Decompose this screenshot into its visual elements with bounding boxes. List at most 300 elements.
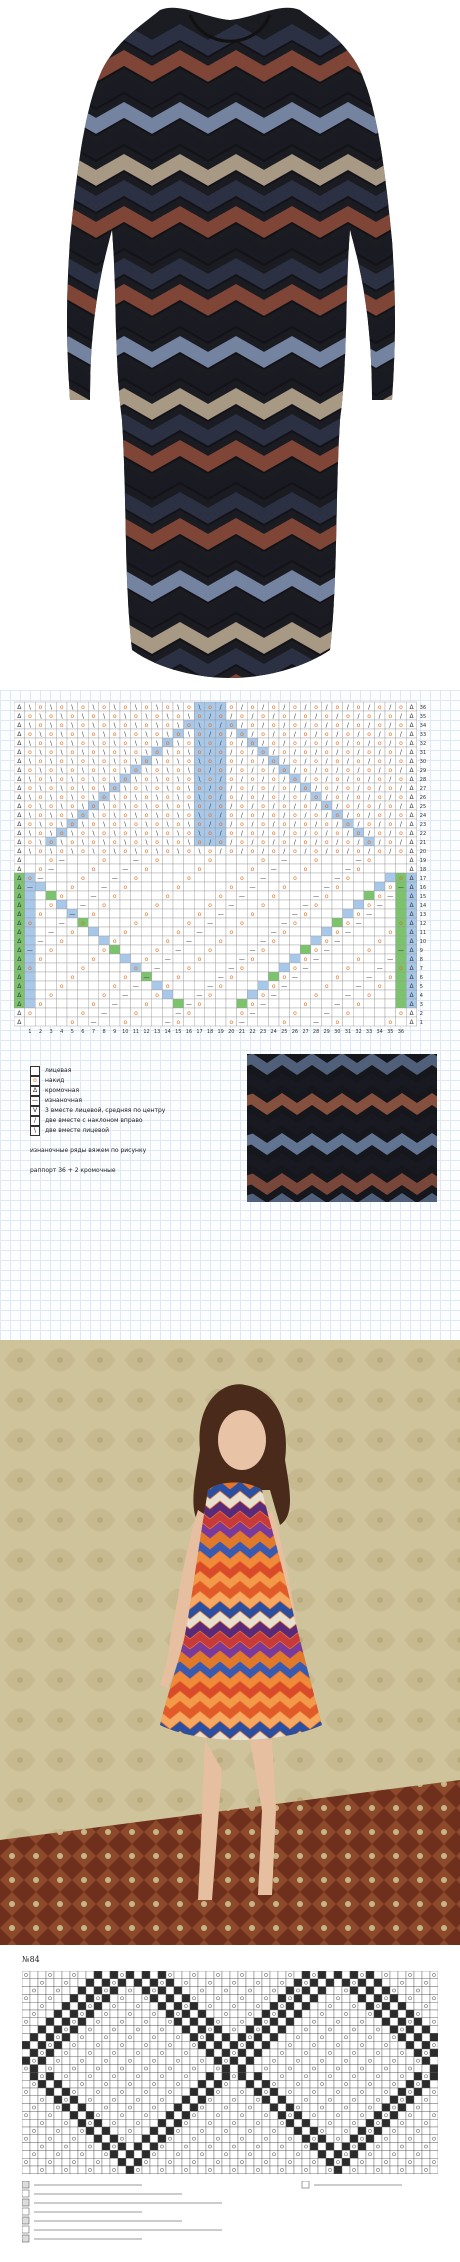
svg-text:o: o: [250, 866, 255, 873]
svg-text:\: \: [103, 731, 106, 738]
svg-text:\: \: [60, 785, 63, 792]
svg-text:o: o: [38, 704, 43, 711]
svg-text:/: /: [315, 821, 318, 828]
svg-text:/: /: [262, 704, 265, 711]
svg-text:o: o: [324, 731, 329, 738]
svg-text:/: /: [251, 713, 254, 720]
svg-text:o: o: [240, 875, 244, 882]
svg-text:\: \: [28, 776, 31, 783]
svg-text:o: o: [335, 974, 340, 981]
svg-text:o: o: [335, 776, 340, 783]
svg-text:\: \: [166, 803, 169, 810]
svg-text:—: —: [111, 875, 118, 882]
svg-text:\: \: [134, 776, 137, 783]
svg-text:o: o: [324, 821, 329, 828]
svg-text:35: 35: [419, 714, 427, 720]
svg-text:Δ: Δ: [409, 920, 414, 927]
svg-text:o: o: [324, 839, 329, 846]
svg-text:o: o: [367, 785, 371, 792]
svg-text:\: \: [124, 731, 127, 738]
svg-text:Δ: Δ: [17, 767, 22, 774]
svg-text:\: \: [198, 794, 201, 801]
svg-text:o: o: [91, 803, 96, 810]
svg-text:26: 26: [419, 795, 427, 801]
svg-text:o: o: [155, 803, 159, 810]
svg-text:\: \: [198, 722, 201, 729]
svg-text:/: /: [315, 713, 318, 720]
svg-text:o: o: [123, 929, 128, 936]
svg-text:o: o: [165, 740, 170, 747]
svg-text:Δ: Δ: [409, 713, 414, 720]
svg-text:5: 5: [419, 984, 423, 990]
svg-text:\: \: [113, 794, 116, 801]
svg-text:/: /: [272, 731, 275, 738]
svg-text:o: o: [208, 758, 212, 765]
svg-text:\: \: [103, 839, 106, 846]
svg-text:/: /: [293, 821, 296, 828]
svg-text:/: /: [336, 785, 339, 792]
svg-text:o: o: [208, 947, 212, 954]
svg-text:o: o: [208, 794, 212, 801]
svg-text:o: o: [335, 704, 340, 711]
svg-text:8: 8: [102, 1029, 106, 1035]
svg-text:\: \: [166, 767, 169, 774]
svg-text:/: /: [209, 821, 212, 828]
svg-text:33: 33: [419, 732, 427, 738]
svg-text:o: o: [261, 902, 265, 909]
svg-text:/: /: [325, 740, 328, 747]
svg-text:12: 12: [143, 1029, 150, 1035]
svg-text:o: o: [38, 956, 43, 963]
svg-text:\: \: [28, 794, 31, 801]
legend-label: накид: [45, 1077, 65, 1084]
svg-text:o: o: [81, 722, 85, 729]
svg-text:o: o: [49, 767, 53, 774]
svg-text:o: o: [250, 848, 255, 855]
svg-text:o: o: [335, 848, 340, 855]
svg-text:Δ: Δ: [409, 974, 414, 981]
svg-text:\: \: [156, 848, 159, 855]
svg-text:4: 4: [419, 993, 423, 999]
svg-text:—: —: [79, 902, 86, 909]
svg-text:o: o: [49, 839, 53, 846]
svg-text:9: 9: [419, 948, 423, 954]
svg-text:o: o: [356, 776, 361, 783]
woman-photo-panel: [0, 1340, 460, 1945]
svg-text:o: o: [144, 830, 149, 837]
svg-text:o: o: [218, 713, 223, 720]
svg-text:20: 20: [228, 1029, 235, 1035]
svg-text:—: —: [344, 866, 351, 873]
svg-text:21: 21: [238, 1029, 246, 1035]
svg-text:Δ: Δ: [17, 794, 22, 801]
svg-text:o: o: [356, 704, 361, 711]
svg-text:\: \: [50, 722, 53, 729]
svg-text:22: 22: [419, 831, 427, 837]
svg-text:o: o: [303, 785, 308, 792]
svg-text:o: o: [165, 794, 170, 801]
legend-label: две вместе лицевой: [45, 1127, 110, 1134]
svg-text:\: \: [60, 749, 63, 756]
svg-text:o: o: [59, 758, 64, 765]
svg-text:Δ: Δ: [17, 911, 22, 918]
svg-text:13: 13: [419, 912, 427, 918]
svg-text:\: \: [145, 713, 148, 720]
svg-text:/: /: [389, 740, 392, 747]
svg-text:/: /: [272, 803, 275, 810]
knit-swatch-photo: [247, 1054, 437, 1202]
svg-text:—: —: [260, 938, 267, 945]
svg-text:—: —: [334, 875, 341, 882]
svg-text:—: —: [313, 893, 320, 900]
svg-text:/: /: [283, 776, 286, 783]
svg-text:\: \: [103, 713, 106, 720]
svg-text:Δ: Δ: [17, 965, 22, 972]
svg-text:\: \: [60, 821, 63, 828]
svg-text:—: —: [323, 947, 330, 954]
svg-text:—: —: [238, 1019, 245, 1026]
svg-text:o: o: [112, 821, 117, 828]
svg-text:Δ: Δ: [17, 1001, 22, 1008]
svg-text:\: \: [134, 794, 137, 801]
svg-text:o: o: [38, 848, 43, 855]
svg-text:—: —: [228, 965, 235, 972]
svg-text:o: o: [112, 938, 117, 945]
svg-text:\: \: [177, 740, 180, 747]
svg-text:\: \: [81, 821, 84, 828]
svg-text:/: /: [230, 803, 233, 810]
svg-text:o: o: [134, 821, 138, 828]
svg-text:/: /: [399, 821, 402, 828]
svg-text:o: o: [388, 767, 393, 774]
svg-text:—: —: [132, 857, 139, 864]
svg-text:o: o: [367, 947, 371, 954]
svg-text:o: o: [356, 722, 361, 729]
svg-text:\: \: [28, 704, 31, 711]
svg-text:o: o: [155, 749, 159, 756]
svg-text:o: o: [102, 776, 106, 783]
svg-text:—: —: [313, 956, 320, 963]
svg-text:28: 28: [419, 777, 427, 783]
svg-text:o: o: [293, 740, 297, 747]
svg-text:o: o: [187, 830, 191, 837]
svg-text:o: o: [346, 713, 350, 720]
svg-text:o: o: [187, 722, 191, 729]
svg-text:o: o: [102, 848, 106, 855]
svg-text:Δ: Δ: [17, 983, 22, 990]
svg-text:3: 3: [49, 1029, 53, 1035]
svg-text:o: o: [314, 794, 318, 801]
svg-text:o: o: [324, 767, 329, 774]
svg-text:/: /: [325, 704, 328, 711]
svg-text:\: \: [124, 767, 127, 774]
svg-text:o: o: [59, 893, 64, 900]
svg-text:o: o: [240, 731, 244, 738]
svg-text:/: /: [399, 749, 402, 756]
svg-text:/: /: [346, 794, 349, 801]
svg-text:\: \: [156, 812, 159, 819]
svg-text:\: \: [92, 812, 95, 819]
svg-text:—: —: [249, 947, 256, 954]
svg-text:o: o: [367, 731, 371, 738]
svg-text:Δ: Δ: [17, 749, 22, 756]
svg-text:o: o: [38, 794, 43, 801]
svg-text:Δ: Δ: [17, 722, 22, 729]
svg-text:/: /: [378, 713, 381, 720]
svg-text:/: /: [219, 794, 222, 801]
svg-text:\: \: [187, 713, 190, 720]
svg-text:—: —: [37, 938, 44, 945]
svg-text:o: o: [346, 839, 350, 846]
svg-text:—: —: [397, 884, 404, 891]
svg-text:36: 36: [419, 705, 427, 711]
svg-text:—: —: [376, 965, 383, 972]
svg-text:o: o: [218, 839, 223, 846]
svg-text:o: o: [271, 893, 276, 900]
svg-text:12: 12: [419, 921, 427, 927]
svg-text:o: o: [49, 749, 53, 756]
svg-text:o: o: [218, 767, 223, 774]
svg-text:Δ: Δ: [17, 875, 22, 882]
svg-text:—: —: [238, 956, 245, 963]
svg-text:/: /: [336, 821, 339, 828]
svg-text:/: /: [230, 713, 233, 720]
svg-text:o: o: [91, 839, 96, 846]
svg-text:/: /: [357, 821, 360, 828]
svg-text:o: o: [399, 794, 403, 801]
svg-text:Δ: Δ: [409, 965, 414, 972]
svg-text:/: /: [251, 731, 254, 738]
svg-text:/: /: [346, 830, 349, 837]
svg-text:o: o: [303, 821, 308, 828]
svg-text:o: o: [335, 884, 340, 891]
svg-text:o: o: [335, 929, 340, 936]
svg-text:27: 27: [419, 786, 427, 792]
svg-text:o: o: [271, 812, 276, 819]
svg-text:\: \: [50, 848, 53, 855]
svg-text:Δ: Δ: [409, 866, 414, 873]
svg-text:o: o: [229, 740, 234, 747]
svg-text:o: o: [91, 866, 96, 873]
svg-text:o: o: [176, 929, 181, 936]
svg-text:\: \: [187, 785, 190, 792]
svg-text:o: o: [208, 857, 212, 864]
svg-text:o: o: [314, 740, 318, 747]
svg-text:o: o: [303, 911, 308, 918]
svg-text:/: /: [262, 758, 265, 765]
svg-text:o: o: [28, 767, 32, 774]
svg-text:o: o: [102, 740, 106, 747]
svg-text:o: o: [144, 956, 149, 963]
svg-text:o: o: [49, 821, 53, 828]
svg-text:Δ: Δ: [409, 983, 414, 990]
svg-text:o: o: [70, 1019, 75, 1026]
svg-text:o: o: [81, 920, 85, 927]
svg-text:/: /: [368, 812, 371, 819]
svg-text:o: o: [377, 704, 382, 711]
svg-text:/: /: [219, 830, 222, 837]
svg-text:o: o: [250, 722, 255, 729]
svg-text:o: o: [261, 947, 265, 954]
svg-text:o: o: [176, 974, 181, 981]
svg-text:\: \: [103, 803, 106, 810]
svg-text:\: \: [145, 821, 148, 828]
svg-text:o: o: [388, 884, 393, 891]
svg-text:/: /: [230, 731, 233, 738]
svg-text:31: 31: [419, 750, 427, 756]
svg-text:Δ: Δ: [17, 830, 22, 837]
svg-text:o: o: [70, 884, 75, 891]
svg-text:o: o: [187, 704, 191, 711]
svg-text:24: 24: [419, 813, 427, 819]
svg-text:\: \: [166, 839, 169, 846]
svg-text:o: o: [377, 722, 382, 729]
svg-text:10: 10: [419, 939, 427, 945]
svg-text:o: o: [250, 812, 255, 819]
svg-text:o: o: [187, 740, 191, 747]
svg-text:/: /: [315, 767, 318, 774]
svg-text:\: \: [60, 839, 63, 846]
svg-text:/: /: [346, 848, 349, 855]
svg-text:/: /: [368, 794, 371, 801]
svg-text:/: /: [325, 848, 328, 855]
svg-text:o: o: [399, 758, 403, 765]
svg-text:\: \: [50, 830, 53, 837]
svg-text:o: o: [49, 902, 53, 909]
svg-text:o: o: [377, 893, 382, 900]
svg-text:—: —: [132, 983, 139, 990]
svg-text:o: o: [314, 830, 318, 837]
svg-text:/: /: [272, 713, 275, 720]
svg-text:\: \: [156, 830, 159, 837]
svg-text:—: —: [260, 1001, 267, 1008]
svg-text:o: o: [176, 785, 181, 792]
svg-text:36: 36: [397, 1029, 405, 1035]
svg-text:Δ: Δ: [409, 848, 414, 855]
svg-text:/: /: [262, 794, 265, 801]
svg-text:o: o: [346, 731, 350, 738]
svg-text:o: o: [324, 713, 329, 720]
svg-text:o: o: [49, 857, 53, 864]
chart-title: №84: [22, 1955, 40, 1964]
svg-text:26: 26: [291, 1029, 299, 1035]
svg-text:o: o: [377, 812, 382, 819]
svg-text:o: o: [38, 1001, 43, 1008]
svg-text:\: \: [92, 722, 95, 729]
svg-text:o: o: [176, 821, 181, 828]
svg-text:/: /: [368, 722, 371, 729]
svg-text:o: o: [49, 992, 53, 999]
svg-text:/: /: [230, 749, 233, 756]
svg-text:/: /: [262, 776, 265, 783]
svg-text:\: \: [124, 839, 127, 846]
svg-text:o: o: [356, 740, 361, 747]
svg-text:7: 7: [91, 1029, 96, 1035]
svg-text:o: o: [102, 857, 106, 864]
svg-text:/: /: [219, 776, 222, 783]
svg-text:/: /: [262, 812, 265, 819]
svg-text:o: o: [176, 731, 181, 738]
svg-text:o: o: [293, 704, 297, 711]
svg-text:o: o: [155, 992, 159, 999]
svg-text:o: o: [282, 731, 287, 738]
svg-text:Δ: Δ: [17, 866, 22, 873]
svg-text:o: o: [229, 884, 234, 891]
svg-text:o: o: [314, 848, 318, 855]
svg-text:—: —: [111, 1001, 118, 1008]
svg-text:o: o: [293, 758, 297, 765]
svg-text:/: /: [209, 767, 212, 774]
svg-text:\: \: [134, 722, 137, 729]
svg-text:/: /: [251, 749, 254, 756]
svg-text:\: \: [156, 740, 159, 747]
svg-text:o: o: [399, 965, 403, 972]
svg-text:o: o: [377, 830, 382, 837]
svg-text:Δ: Δ: [17, 776, 22, 783]
svg-text:o: o: [293, 794, 297, 801]
svg-text:o: o: [377, 758, 382, 765]
svg-text:\: \: [187, 839, 190, 846]
svg-text:o: o: [271, 794, 276, 801]
legend-item: [30, 1106, 240, 1116]
svg-text:o: o: [197, 785, 202, 792]
svg-text:\: \: [81, 731, 84, 738]
svg-text:/: /: [304, 740, 307, 747]
svg-text:o: o: [388, 803, 393, 810]
svg-text:13: 13: [153, 1029, 161, 1035]
svg-text:\: \: [198, 848, 201, 855]
svg-text:\: \: [166, 713, 169, 720]
svg-text:o: o: [155, 785, 159, 792]
svg-text:/: /: [389, 722, 392, 729]
svg-text:o: o: [240, 713, 244, 720]
svg-text:\: \: [113, 848, 116, 855]
svg-text:o: o: [314, 947, 318, 954]
svg-text:\: \: [81, 785, 84, 792]
svg-text:16: 16: [419, 885, 427, 891]
svg-text:28: 28: [312, 1029, 320, 1035]
svg-text:o: o: [123, 776, 128, 783]
svg-text:o: o: [91, 956, 96, 963]
svg-text:Δ: Δ: [17, 758, 22, 765]
svg-text:Δ: Δ: [409, 704, 414, 711]
svg-text:o: o: [271, 704, 276, 711]
svg-text:/: /: [378, 731, 381, 738]
svg-text:\: \: [198, 704, 201, 711]
svg-text:Δ: Δ: [409, 992, 414, 999]
svg-text:o: o: [81, 758, 85, 765]
svg-text:o: o: [293, 875, 297, 882]
svg-text:o: o: [59, 740, 64, 747]
svg-text:\: \: [177, 848, 180, 855]
svg-text:o: o: [293, 1010, 297, 1017]
svg-text:o: o: [282, 839, 287, 846]
svg-text:o: o: [250, 758, 255, 765]
svg-text:o: o: [261, 857, 265, 864]
svg-text:Δ: Δ: [409, 947, 414, 954]
svg-text:33: 33: [365, 1029, 373, 1035]
svg-text:10: 10: [122, 1029, 129, 1035]
svg-text:o: o: [70, 974, 75, 981]
svg-text:o: o: [123, 974, 128, 981]
svg-text:27: 27: [302, 1029, 309, 1035]
svg-text:\: \: [60, 731, 63, 738]
svg-text:—: —: [154, 965, 161, 972]
svg-text:o: o: [399, 920, 403, 927]
svg-text:\: \: [145, 749, 148, 756]
svg-text:o: o: [356, 830, 361, 837]
svg-text:30: 30: [334, 1029, 341, 1035]
